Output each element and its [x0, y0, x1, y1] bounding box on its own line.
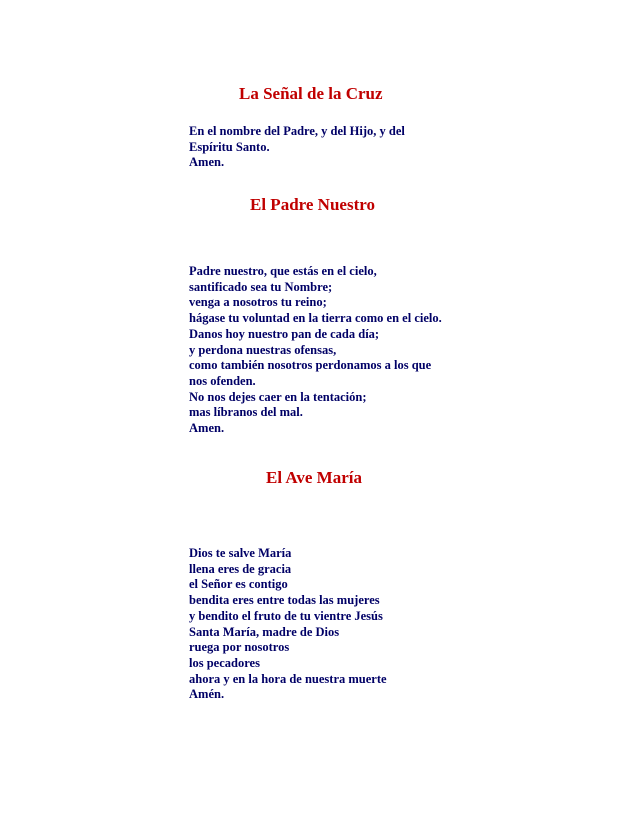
prayer-line: hágase tu voluntad en la tierra como en el cielo. [189, 311, 442, 326]
prayer-line: En el nombre del Padre, y del Hijo, y del [189, 124, 405, 138]
prayer-line: Espíritu Santo. [189, 139, 270, 154]
prayer-line: Padre nuestro, que estás en el cielo, [189, 264, 377, 278]
section-title-senal-de-la-cruz: La Señal de la Cruz [239, 84, 383, 103]
prayer-line: venga a nosotros tu reino; [189, 295, 327, 310]
prayer-line: No nos dejes caer en la tentación; [189, 389, 367, 404]
prayer-line: y perdona nuestras ofensas, [189, 342, 337, 357]
prayer-line: el Señor es contigo [189, 577, 288, 592]
prayer-line: Amén. [189, 687, 225, 702]
section-title-ave-maria: El Ave María [266, 468, 362, 487]
prayer-line: llena eres de gracia [189, 561, 292, 576]
prayer-line: los pecadores [189, 655, 260, 670]
prayer-line: Amen. [189, 421, 225, 436]
prayer-line: ahora y en la hora de nuestra muerte [189, 671, 387, 686]
prayer-line: bendita eres entre todas las mujeres [189, 593, 380, 608]
prayer-line: santificado sea tu Nombre; [189, 279, 333, 294]
prayer-line: Amen. [189, 155, 225, 170]
prayer-line: mas líbranos del mal. [189, 405, 303, 420]
prayer-line: nos ofenden. [189, 373, 256, 388]
prayer-ave-maria [189, 546, 387, 703]
prayer-line: Danos hoy nuestro pan de cada día; [189, 326, 380, 341]
prayer-senal-de-la-cruz [189, 124, 405, 171]
prayer-padre-nuestro [189, 264, 442, 437]
prayer-line: ruega por nosotros [189, 640, 290, 655]
prayer-line: Santa María, madre de Dios [189, 624, 340, 639]
prayer-line: Dios te salve María [189, 546, 292, 560]
prayer-line: como también nosotros perdonamos a los que [189, 358, 432, 373]
prayer-line: y bendito el fruto de tu vientre Jesús [189, 608, 383, 623]
section-title-padre-nuestro: El Padre Nuestro [250, 195, 375, 214]
